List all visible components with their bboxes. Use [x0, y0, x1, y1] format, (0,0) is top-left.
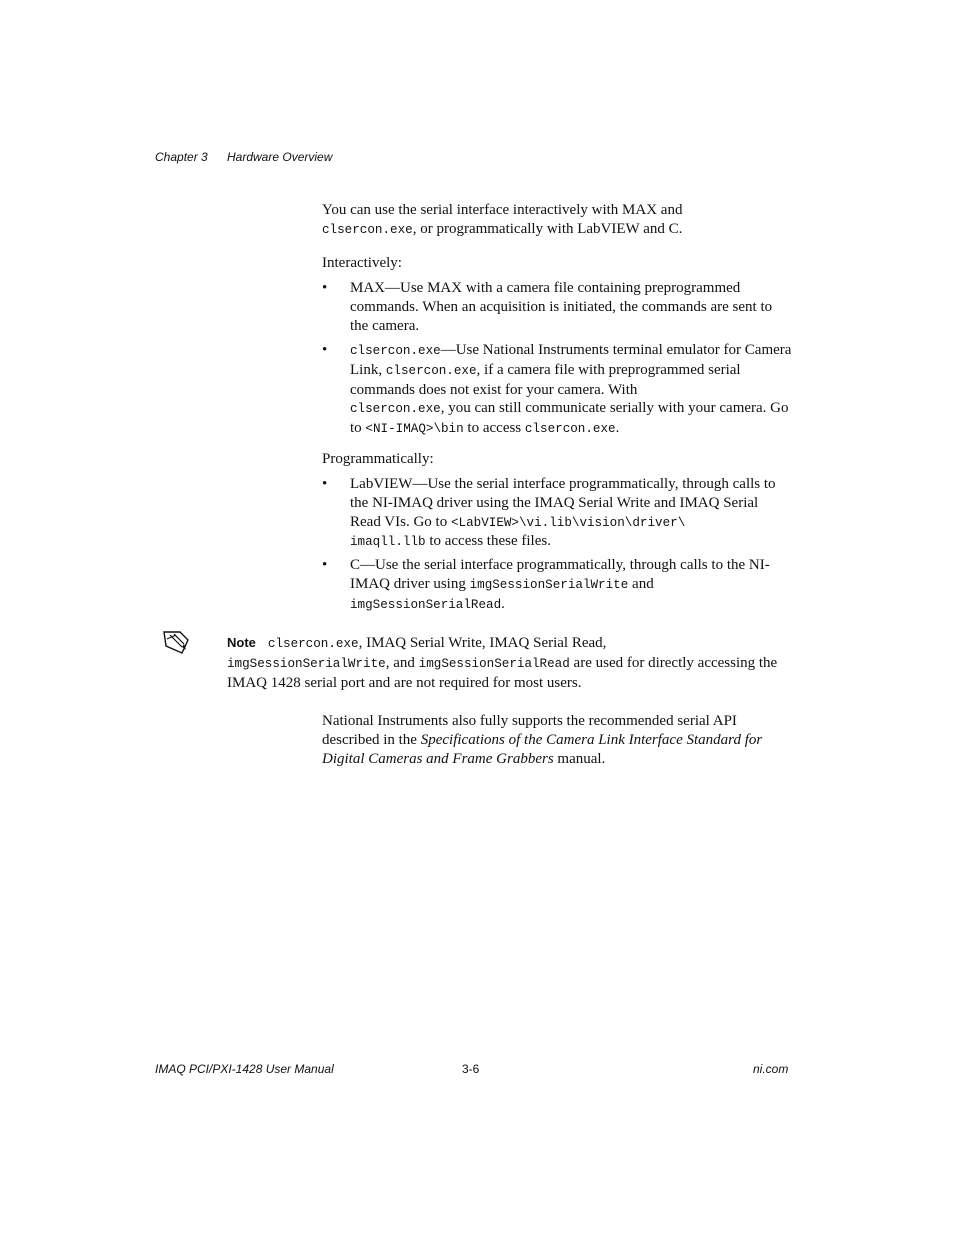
text: to access these files.	[425, 533, 551, 550]
code: clsercon.exe	[350, 344, 441, 358]
text: , you can still communicate serially with your camera. Go to	[350, 400, 789, 437]
intro-paragraph	[322, 201, 792, 240]
text: .	[501, 595, 505, 612]
code: imgSessionSerialWrite	[227, 656, 386, 671]
bullet-mark: •	[322, 557, 328, 573]
intro-text-1: You can use the serial interface interactively with MAX and	[322, 202, 683, 218]
intro-code-1: clsercon.exe	[322, 222, 413, 237]
code: clsercon.exe	[385, 363, 477, 378]
bullet-max	[322, 279, 792, 335]
programmatically-heading: Programmatically:	[322, 451, 434, 467]
code: <LabVIEW>\vi.lib\vision\driver\	[450, 515, 686, 530]
text: , if a camera file with preprogrammed serial commands does not exist for your camera. With	[350, 361, 741, 398]
text: and	[628, 575, 654, 592]
closing-paragraph	[322, 712, 792, 768]
text: C—Use the serial interface programmatically, through calls to the NI-IMAQ driver using	[350, 557, 770, 592]
code: imgSessionSerialRead	[350, 597, 502, 612]
footer-manual-title: IMAQ PCI/PXI-1428 User Manual	[155, 1062, 334, 1076]
code: imgSessionSerialWrite	[469, 577, 629, 592]
footer-website-link[interactable]: ni.com	[753, 1062, 789, 1076]
code: imaqll.llb	[350, 535, 426, 550]
text: are used for directly accessing the IMAQ 1428 serial port and are not required for most users.	[227, 654, 778, 691]
bullet-text: MAX—Use MAX with a camera file containing preprogrammed commands. When an acquisition is initiated, the commands are sent to the camera.	[350, 280, 773, 334]
chapter-title: Hardware Overview	[227, 150, 333, 164]
code: <NI-IMAQ>\bin	[365, 422, 464, 437]
text: —Use National Instruments terminal emulator for Camera Link,	[350, 342, 792, 378]
bullet-clsercon	[322, 341, 792, 439]
bullet-mark: •	[322, 476, 328, 492]
text: , IMAQ Serial Write, IMAQ Serial Read,	[358, 635, 607, 651]
interactively-heading: Interactively:	[322, 255, 402, 271]
intro-text-2: , or programmatically with LabVIEW and C.	[412, 220, 683, 237]
code: clsercon.exe	[267, 637, 359, 651]
note-block	[227, 634, 787, 692]
text: .	[615, 420, 620, 437]
chapter-label: Chapter 3	[155, 150, 208, 164]
text: manual.	[553, 750, 606, 767]
bullet-labview	[322, 475, 792, 552]
bullet-c	[322, 556, 792, 614]
code: clsercon.exe	[524, 422, 616, 437]
note-pencil-icon	[162, 629, 190, 655]
code: imgSessionSerialRead	[418, 656, 570, 671]
code: clsercon.exe	[350, 402, 441, 417]
text: LabVIEW—Use the serial interface programmatically, through calls to the NI-IMAQ driver using the IMAQ Serial Write and IMAQ Serial Read VIs. Go to	[350, 476, 776, 530]
text: , and	[385, 654, 419, 671]
text: to access	[463, 420, 525, 437]
running-header	[155, 150, 333, 164]
document-title: Specifications of the Camera Link Interface Standard for Digital Cameras and Frame Grabbers	[322, 731, 763, 767]
footer-page-number: 3-6	[462, 1062, 480, 1076]
bullet-mark: •	[322, 342, 328, 358]
bullet-mark: •	[322, 280, 328, 296]
text: National Instruments also fully supports the recommended serial API described in the	[322, 713, 737, 748]
note-label: Note	[227, 635, 256, 650]
